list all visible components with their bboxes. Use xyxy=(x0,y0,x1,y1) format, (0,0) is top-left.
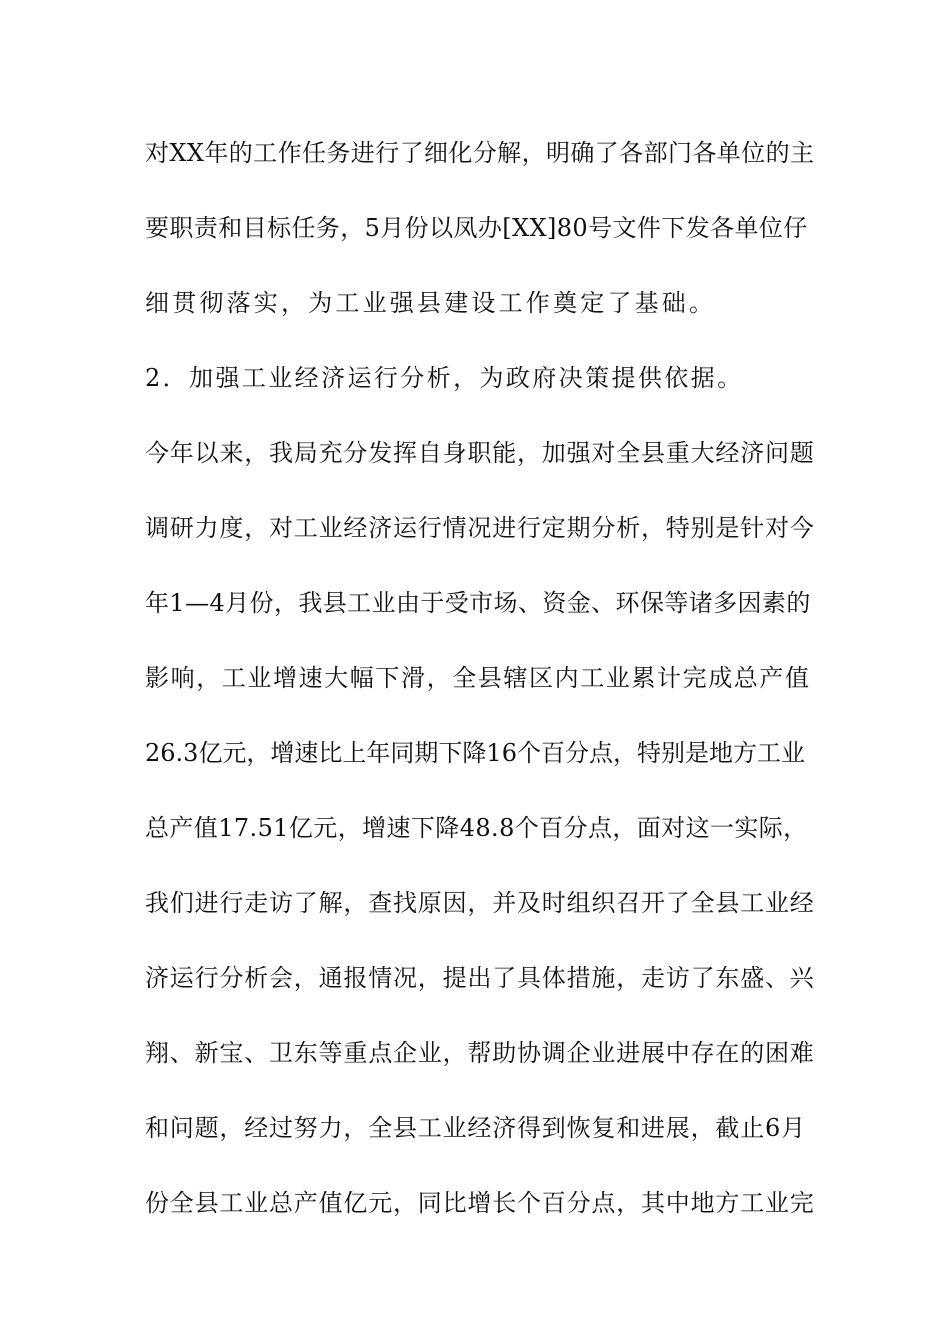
paragraph-line: 影响，工业增速大幅下滑，全县辖区内工业累计完成总产值 xyxy=(145,664,811,692)
paragraph-line: 调研力度，对工业经济运行情况进行定期分析，特别是针对今 xyxy=(145,514,815,542)
paragraph-line: 份全县工业总产值亿元，同比增长个百分点，其中地方工业完 xyxy=(145,1189,815,1217)
section-heading: 2．加强工业经济运行分析，为政府决策提供依据。 xyxy=(145,364,744,392)
paragraph-line: 26.3亿元，增速比上年同期下降16个百分点，特别是地方工业 xyxy=(145,739,805,767)
paragraph-line: 济运行分析会，通报情况，提出了具体措施，走访了东盛、兴 xyxy=(145,964,815,992)
paragraph-line: 对XX年的工作任务进行了细化分解，明确了各部门各单位的主 xyxy=(145,139,815,167)
paragraph-line: 总产值17.51亿元，增速下降48.8个百分点，面对这一实际， xyxy=(145,814,808,842)
paragraph-line: 年1—4月份，我县工业由于受市场、资金、环保等诸多因素的 xyxy=(145,589,811,617)
paragraph-line: 我们进行走访了解，查找原因，并及时组织召开了全县工业经 xyxy=(145,889,815,917)
paragraph-line: 和问题，经过努力，全县工业经济得到恢复和进展，截止6月 xyxy=(145,1114,806,1142)
paragraph-line: 翔、新宝、卫东等重点企业，帮助协调企业进展中存在的困难 xyxy=(145,1039,815,1067)
paragraph-line: 细贯彻落实，为工业强县建设工作奠定了基础。 xyxy=(145,289,717,317)
paragraph-line: 要职责和目标任务，5月份以凤办[XX]80号文件下发各单位仔 xyxy=(145,214,808,242)
paragraph-line: 今年以来，我局充分发挥自身职能，加强对全县重大经济问题 xyxy=(145,439,815,467)
